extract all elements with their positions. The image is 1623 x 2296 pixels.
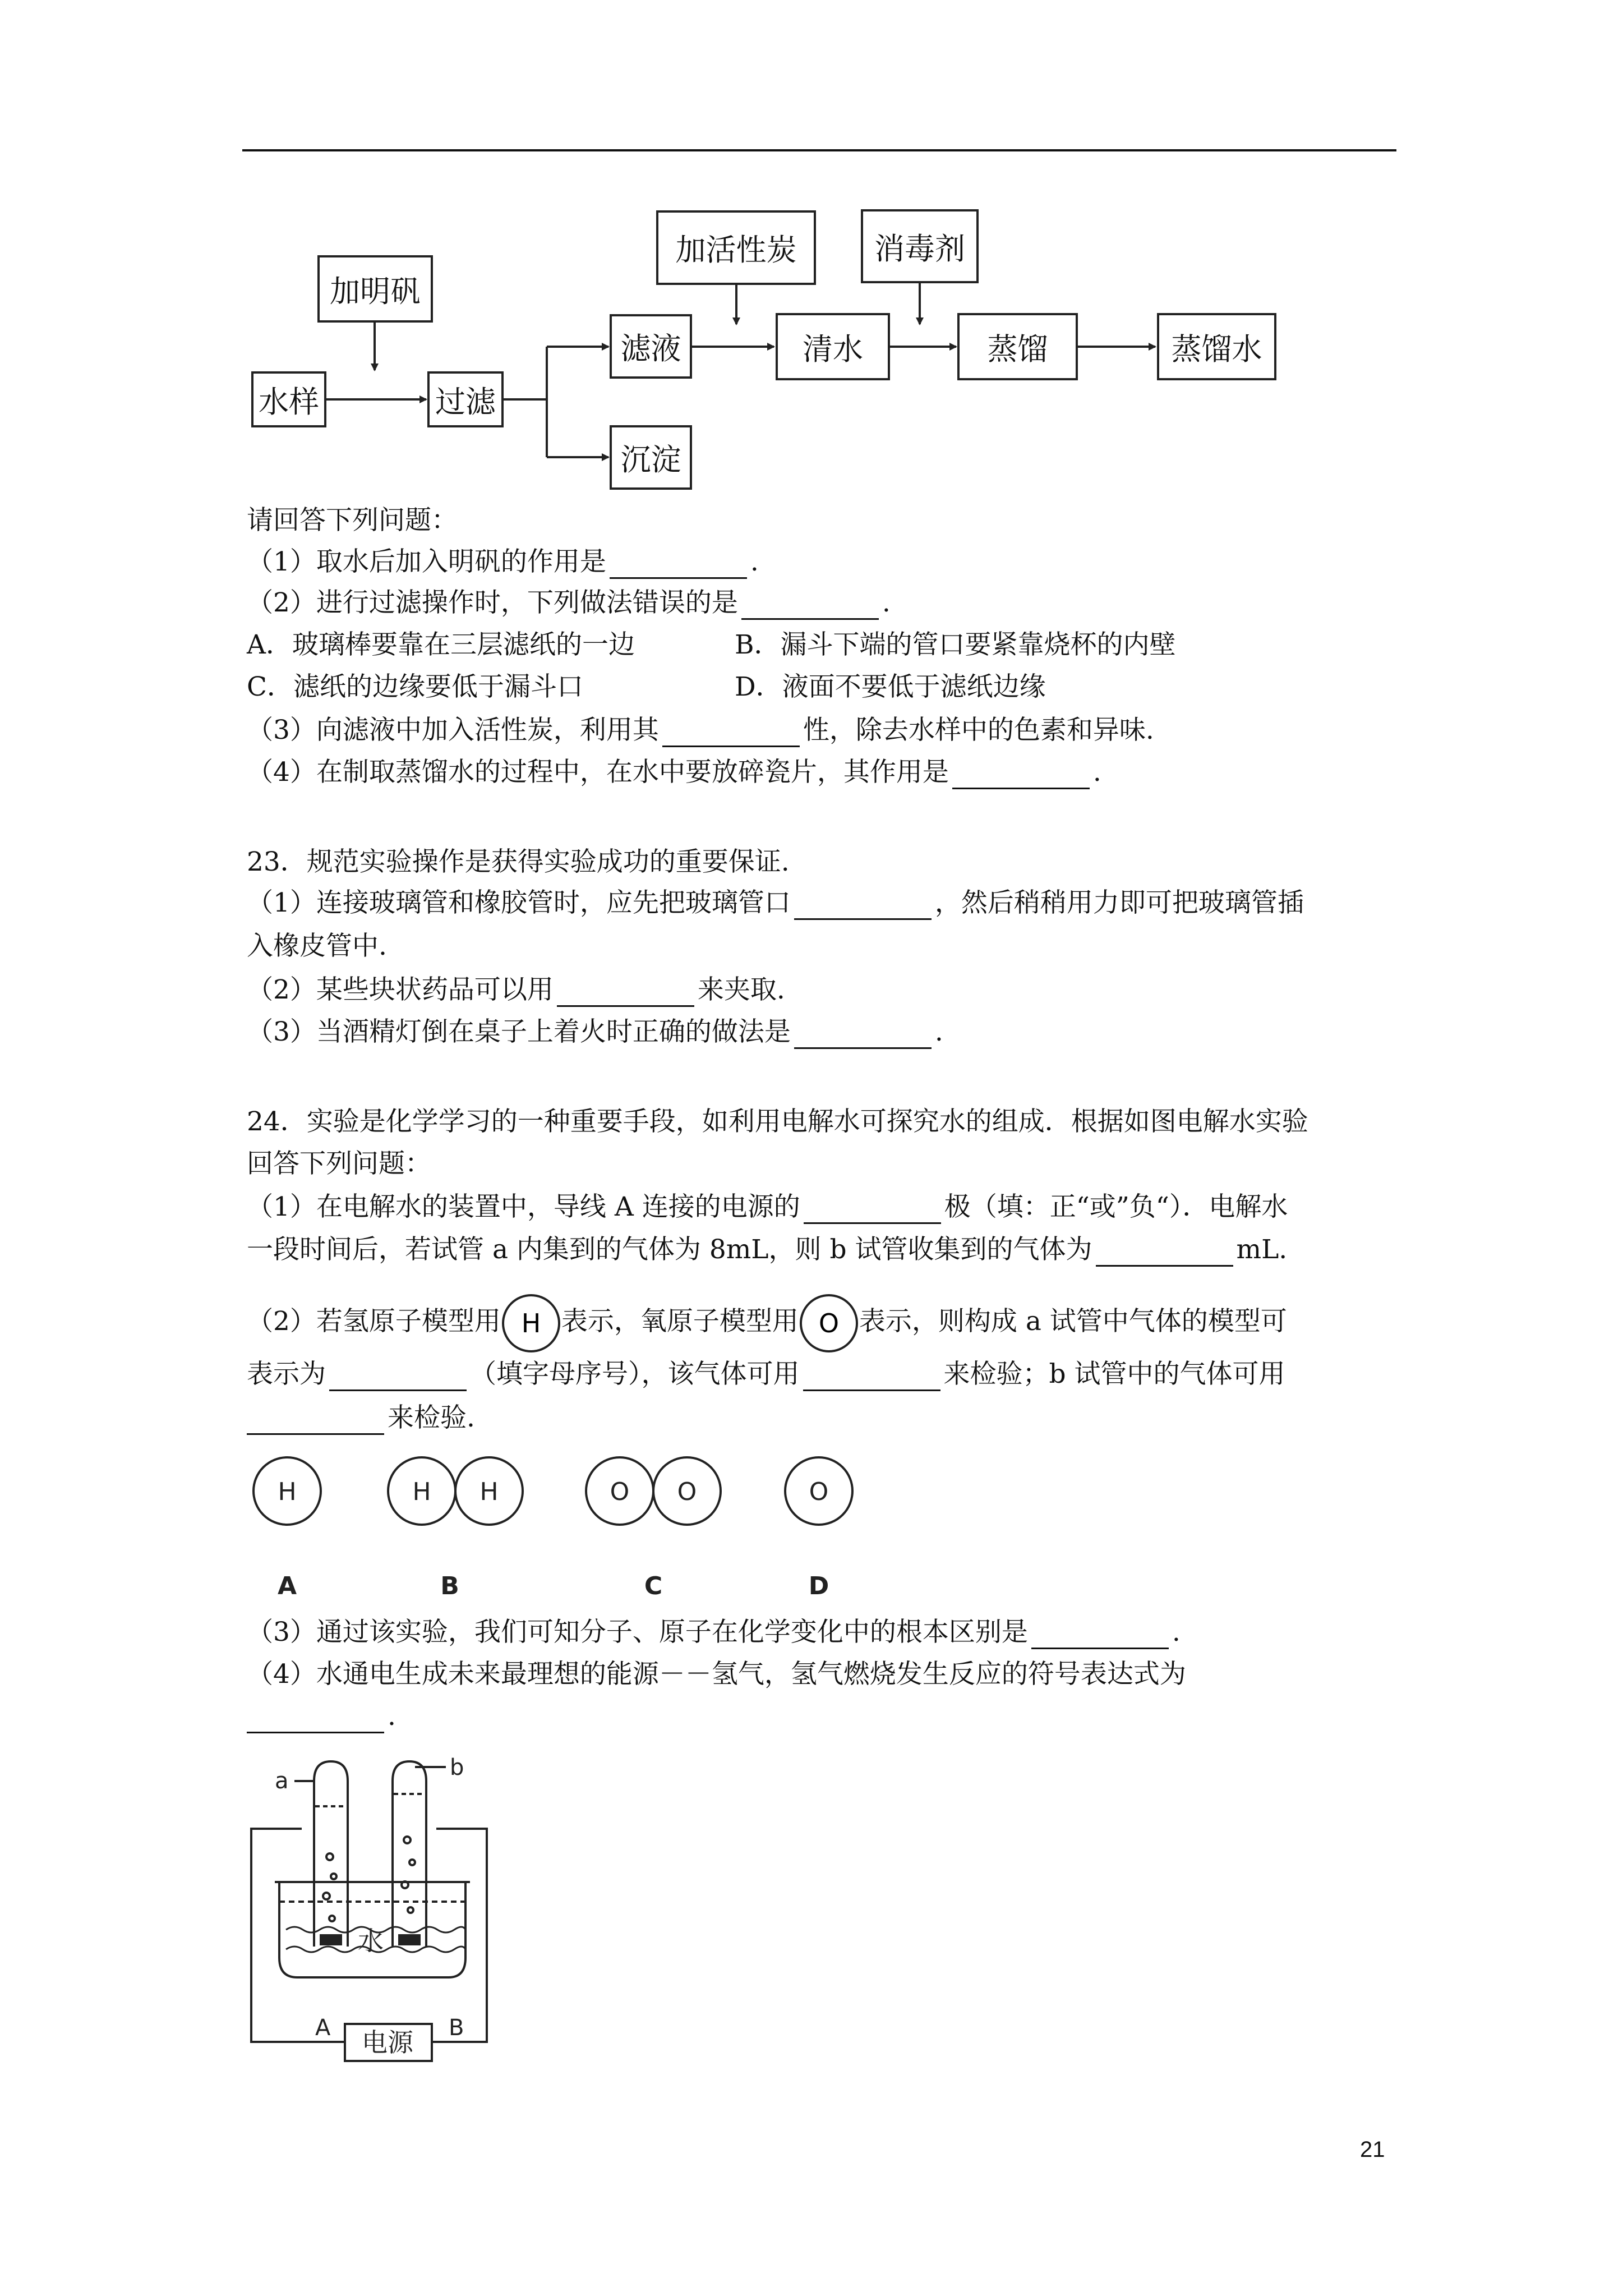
q24-part2-line2-cont2: 来检验；b 试管中的气体可用: [943, 1359, 1285, 1389]
answer-blank[interactable]: [247, 1405, 384, 1435]
molecule-options: [241, 1447, 914, 1604]
q23-part3-text: （3）当酒精灯倒在桌子上着火时正确的做法是: [247, 1016, 791, 1047]
q22-option-b: B．漏斗下端的管口要紧靠烧杯的内壁: [735, 629, 1176, 660]
hydrogen-atom-symbol: H: [521, 1308, 541, 1338]
q24-part1: [247, 1190, 1288, 1224]
flow-box-clear-water: 清水: [776, 313, 890, 380]
q24-part2-line2-text: 表示为: [247, 1359, 326, 1389]
q24-title-line2: 回答下列问题：: [247, 1148, 431, 1179]
answer-blank[interactable]: [247, 1704, 384, 1733]
q24-part4: （4）水通电生成未来最理想的能源－－氢气，氢气燃烧发生反应的符号表达式为: [247, 1659, 1186, 1690]
q23-part1-cont: ，然后稍稍用力即可把玻璃管插: [934, 887, 1304, 918]
hydrogen-atom-icon: [501, 1293, 561, 1354]
answer-blank[interactable]: [329, 1361, 467, 1391]
answer-blank[interactable]: [741, 590, 879, 620]
q22-intro: 请回答下列问题：: [247, 505, 458, 536]
option-c-o-symbol-left: O: [610, 1478, 630, 1506]
q24-title-line1: 24．实验是化学学习的一种重要手段，如利用电解水可探究水的组成．根据如图电解水实验: [247, 1106, 1308, 1137]
q22-part1-text: （1）取水后加入明矾的作用是: [247, 546, 606, 577]
q24-part2-line3: [247, 1401, 475, 1435]
answer-blank[interactable]: [952, 760, 1090, 789]
flow-box-distill: 蒸馏: [957, 313, 1078, 380]
flow-box-carbon: 加活性炭: [656, 210, 816, 285]
answer-blank[interactable]: [1031, 1619, 1169, 1649]
option-label-d: D: [808, 1572, 829, 1600]
wire-b: [432, 1829, 487, 2042]
water-label: 水: [358, 1926, 384, 1956]
flow-box-disinfectant: 消毒剂: [861, 209, 979, 283]
answer-blank[interactable]: [610, 549, 747, 579]
q24-part2-text: （2）若氢原子模型用: [247, 1306, 501, 1337]
electrode-b: [398, 1934, 421, 1945]
tube-label-b: b: [450, 1756, 464, 1780]
option-label-b: B: [440, 1572, 459, 1600]
q24-part2-text3: 表示，则构成 a 试管中气体的模型可: [859, 1306, 1287, 1337]
q24-part1-line2-text: 一段时间后，若试管 a 内集到的气体为 8mL，则 b 试管收集到的气体为: [247, 1234, 1092, 1265]
power-supply-label: 电源: [362, 2027, 413, 2058]
q24-part2-line2: [247, 1358, 1285, 1391]
q22-part3-end: 性，除去水样中的色素和异味.: [803, 715, 1154, 746]
flow-box-precipitate: 沉淀: [610, 425, 692, 490]
option-d-o-symbol: O: [809, 1478, 829, 1506]
answer-blank[interactable]: [557, 977, 694, 1007]
q22-option-c: C．滤纸的边缘要低于漏斗口: [247, 671, 583, 702]
q22-part4: [247, 756, 1101, 789]
oxygen-atom-icon: [799, 1293, 859, 1354]
electrode-label-a: A: [315, 2015, 331, 2041]
q24-part1-unit: mL.: [1236, 1234, 1288, 1265]
q24-part1-cont: 极（填：正“或”负“）．电解水: [944, 1191, 1288, 1222]
q23-part3-end: .: [934, 1016, 943, 1047]
electrolysis-apparatus: [241, 1756, 522, 2076]
q24-part4-end: .: [388, 1701, 396, 1732]
oxygen-atom-symbol: O: [818, 1308, 840, 1338]
q22-part2: [247, 586, 891, 620]
q23-part3: [247, 1015, 943, 1049]
option-b-h-symbol-right: H: [479, 1478, 499, 1506]
flow-box-sample: 水样: [251, 371, 326, 427]
q23-part2-end: 来夹取.: [697, 974, 785, 1005]
q24-part3-end: .: [1172, 1617, 1181, 1648]
answer-blank[interactable]: [794, 1019, 932, 1049]
option-label-c: C: [644, 1572, 663, 1600]
q22-part1-end: .: [750, 546, 759, 577]
option-c-o-symbol-right: O: [677, 1478, 697, 1506]
test-tube-b: [393, 1761, 426, 1947]
q24-part2: [247, 1293, 1287, 1354]
q22-part2-end: .: [882, 587, 891, 618]
q24-part2-line3-end: 来检验.: [388, 1402, 475, 1433]
answer-blank[interactable]: [804, 1194, 941, 1224]
q22-part3-text: （3）向滤液中加入活性炭，利用其: [247, 715, 659, 746]
option-a-h-symbol: H: [278, 1478, 297, 1506]
page-number: 21: [1360, 2137, 1385, 2162]
q24-part3-text: （3）通过该实验，我们可知分子、原子在化学变化中的根本区别是: [247, 1617, 1028, 1648]
electrode-a: [320, 1934, 342, 1945]
flow-box-filtrate: 滤液: [610, 314, 692, 379]
q22-option-a: A．玻璃棒要靠在三层滤纸的一边: [247, 629, 635, 660]
flow-box-distilled-water: 蒸馏水: [1157, 313, 1276, 380]
answer-blank[interactable]: [1096, 1237, 1233, 1267]
electrode-label-b: B: [449, 2015, 464, 2041]
q24-part1-text: （1）在电解水的装置中，导线 A 连接的电源的: [247, 1191, 800, 1222]
q22-part1: [247, 545, 759, 579]
tube-label-a: a: [275, 1768, 289, 1794]
q22-part3: [247, 714, 1154, 747]
q22-option-d: D．液面不要低于滤纸边缘: [735, 671, 1046, 702]
q23-part1: [247, 886, 1304, 920]
answer-blank[interactable]: [803, 1361, 940, 1391]
q23-part1-text: （1）连接玻璃管和橡胶管时，应先把玻璃管口: [247, 887, 791, 918]
q23-title: 23．规范实验操作是获得实验成功的重要保证.: [247, 846, 790, 877]
q24-part2-line2-cont: （填字母序号），该气体可用: [470, 1359, 800, 1389]
q22-part4-end: .: [1092, 757, 1101, 788]
flow-box-alum: 加明矾: [317, 255, 433, 323]
flow-box-filter: 过滤: [427, 371, 504, 427]
q23-part2: [247, 973, 785, 1007]
q22-part2-text: （2）进行过滤操作时，下列做法错误的是: [247, 587, 738, 618]
q23-part1-line2: 入橡皮管中.: [247, 931, 387, 961]
q22-part4-text: （4）在制取蒸馏水的过程中，在水中要放碎瓷片，其作用是: [247, 757, 949, 788]
q24-part4-line2: [247, 1700, 396, 1733]
q24-part3: [247, 1616, 1181, 1649]
option-b-h-symbol-left: H: [412, 1478, 431, 1506]
option-label-a: A: [277, 1572, 297, 1600]
q24-part1-line2: [247, 1233, 1287, 1267]
q24-part2-text2: 表示，氧原子模型用: [561, 1306, 799, 1337]
answer-blank[interactable]: [794, 890, 932, 920]
q23-part2-text: （2）某些块状药品可以用: [247, 974, 554, 1005]
answer-blank[interactable]: [662, 717, 800, 747]
